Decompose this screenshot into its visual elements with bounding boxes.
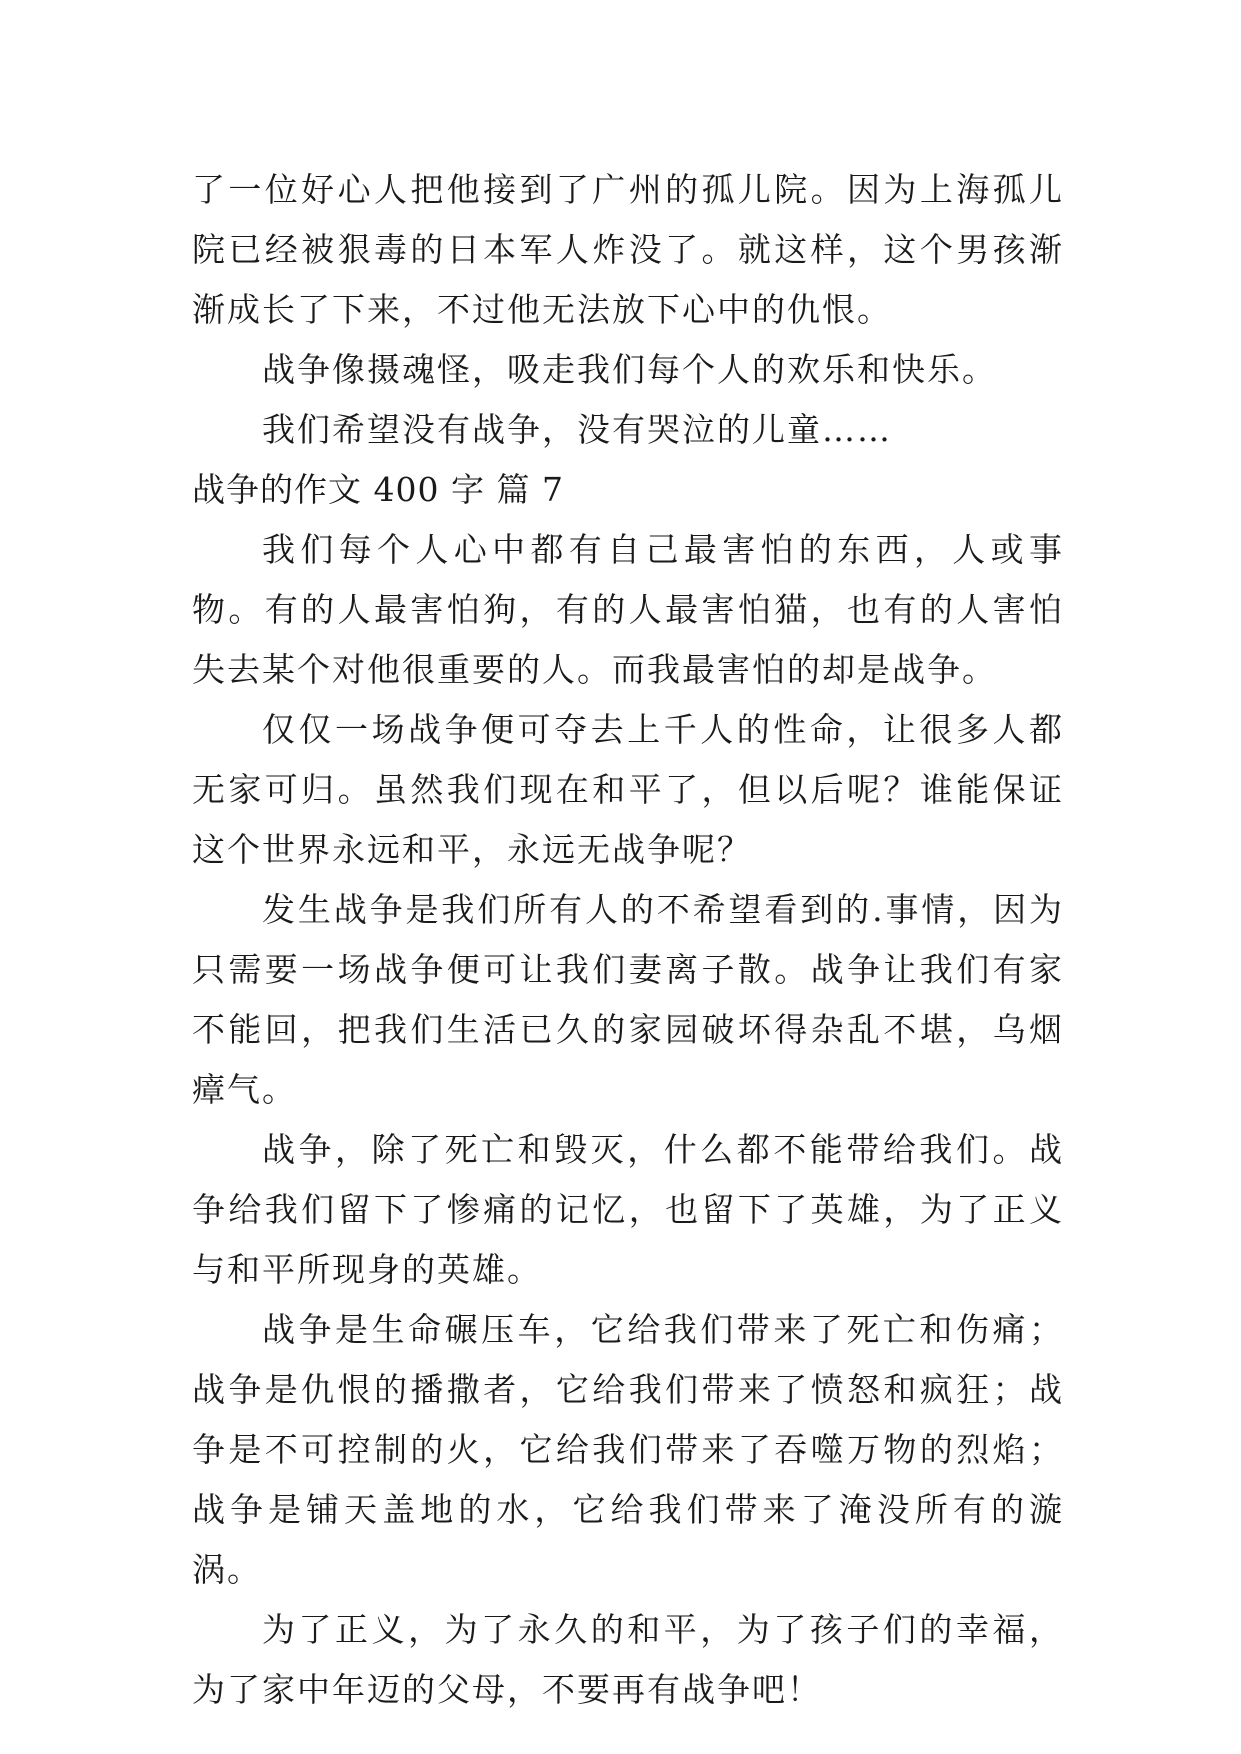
paragraph: 战争，除了死亡和毁灭，什么都不能带给我们。战争给我们留下了惨痛的记忆，也留下了英雄，为了正义与和平所现身的英雄。 <box>192 1130 1064 1289</box>
paragraph: 仅仅一场战争便可夺去上千人的性命，让很多人都无家可归。虽然我们现在和平了，但以后呢？谁能保证这个世界永远和平，永远无战争呢？ <box>192 710 1064 869</box>
paragraph: 战争像摄魂怪，吸走我们每个人的欢乐和快乐。 <box>262 350 997 389</box>
paragraph-continuation: 了一位好心人把他接到了广州的孤儿院。因为上海孤儿院已经被狠毒的日本军人炸没了。就这样，这个男孩渐渐成长了下来，不过他无法放下心中的仇恨。 <box>192 170 1064 329</box>
paragraph: 我们希望没有战争，没有哭泣的儿童…… <box>262 410 892 449</box>
paragraph: 我们每个人心中都有自己最害怕的东西，人或事物。有的人最害怕狗，有的人最害怕猫，也有的人害怕失去某个对他很重要的人。而我最害怕的却是战争。 <box>192 530 1064 689</box>
paragraph: 战争是生命碾压车，它给我们带来了死亡和伤痛；战争是仇恨的播撒者，它给我们带来了愤怒和疯狂；战争是不可控制的火，它给我们带来了吞噬万物的烈焰；战争是铺天盖地的水，它给我们带来了淹没所有的漩涡。 <box>192 1310 1064 1589</box>
paragraph: 为了正义，为了永久的和平，为了孩子们的幸福，为了家中年迈的父母，不要再有战争吧！ <box>192 1610 1064 1709</box>
document-body <box>192 160 1064 1720</box>
section-heading: 战争的作文 400 字 篇 7 <box>192 470 564 509</box>
paragraph: 发生战争是我们所有人的不希望看到的.事情，因为只需要一场战争便可让我们妻离子散。战争让我们有家不能回，把我们生活已久的家园破坏得杂乱不堪，乌烟瘴气。 <box>192 890 1064 1109</box>
